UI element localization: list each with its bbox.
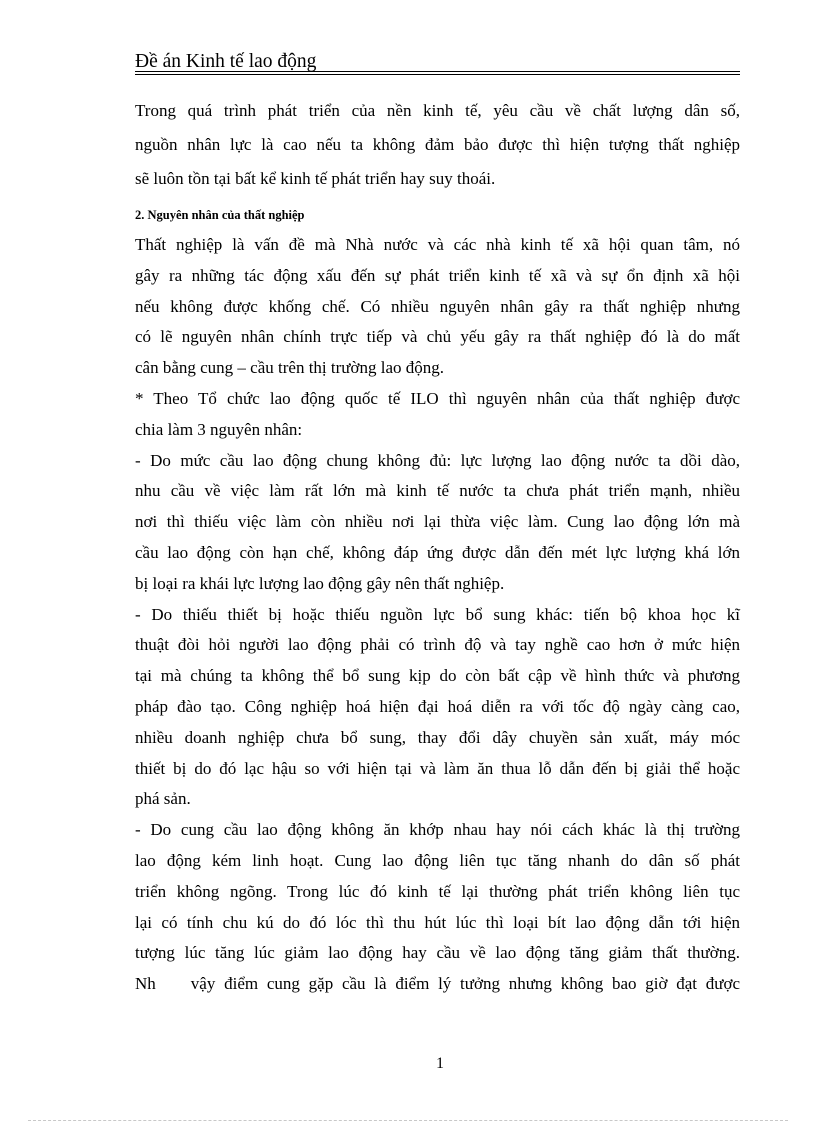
header-title: Đề án Kinh tế lao động (135, 51, 317, 72)
text-line: * Theo Tổ chức lao động quốc tế ILO thì nguyên nhân của thất nghiệp được (135, 388, 740, 408)
text-line: phá sản. (135, 789, 191, 809)
text-line: nhiều doanh nghiệp chưa bổ sung, thay đổi dây chuyền sản xuất, máy móc (135, 727, 740, 747)
header-rule-thin (135, 71, 740, 72)
text-line: pháp đào tạo. Công nghiệp hoá hiện đại hoá diễn ra với tốc độ ngày càng cao, (135, 696, 740, 716)
text-line: nguồn nhân lực là cao nếu ta không đảm bảo được thì hiện tượng thất nghiệp (135, 135, 740, 154)
text-line: nếu không được khống chế. Có nhiều nguyên nhân gây ra thất nghiệp nhưng (135, 296, 740, 316)
page-header (135, 50, 740, 74)
text-line: gây ra những tác động xấu đến sự phát triển kinh tế xã và sự ổn định xã hội (135, 265, 740, 285)
page-bottom-rule (28, 1120, 788, 1121)
text-line: triển không ngõng. Trong lúc đó kinh tế lại thường phát triển không liên tục (135, 881, 740, 901)
text-line: thiết bị do đó lạc hậu so với hiện tại và làm ăn thua lỗ dẫn đến bị giải thể hoặc (135, 758, 740, 778)
text-line: chia làm 3 nguyên nhân: (135, 419, 303, 439)
text-line: nhu cầu về việc làm rất lớn mà kinh tế nước ta chưa phát triển mạnh, nhiều (135, 481, 740, 501)
text-line: cân bằng cung – cầu trên thị trường lao động. (135, 358, 445, 378)
section-heading: 2. Nguyên nhân của thất nghiệp (135, 208, 305, 222)
text-line: - Do mức cầu lao động chung không đủ: lực lượng lao động nước ta dồi dào, (135, 450, 740, 470)
text-line: Thất nghiệp là vấn đề mà Nhà nước và các nhà kinh tế xã hội quan tâm, nó (135, 235, 740, 254)
intro-paragraph (135, 94, 740, 196)
text-line: có lẽ nguyên nhân chính trực tiếp và chủ yếu gây ra thất nghiệp đó là do mất (135, 327, 740, 347)
text-line: bị loại ra khái lực lượng lao động gây nên thất nghiệp. (135, 573, 505, 593)
text-line: Trong quá trình phát triển của nền kinh tế, yêu cầu về chất lượng dân số, (135, 101, 740, 120)
text-line: lao động kém linh hoạt. Cung lao động liên tục tăng nhanh do dân số phát (135, 850, 740, 870)
text-line: tại mà chúng ta không thể bổ sung kịp do còn bất cập về hình thức và phương (135, 666, 740, 686)
text-line: - Do cung cầu lao động không ăn khớp nhau hay nói cách khác là thị trường (135, 820, 740, 840)
text-line: lại có tính chu kú do đó lóc thì thu hút lúc thì loại bít lao động dẫn tới hiện (135, 912, 740, 932)
text-line: sẽ luôn tồn tại bất kể kinh tế phát triển hay suy thoái. (135, 169, 496, 188)
text-line: tượng lúc tăng lúc giảm lao động hay cầu về lao động tăng giảm thất thường. (135, 943, 740, 963)
text-line: thuật đòi hỏi người lao động phải có trình độ và tay nghề cao hơn ở mức hiện (135, 635, 740, 655)
text-line: - Do thiếu thiết bị hoặc thiếu nguồn lực bổ sung khác: tiến bộ khoa học kĩ (135, 604, 740, 624)
text-line: cầu lao động còn hạn chế, không đáp ứng được dẫn đến mét lực lượng khá lớn (135, 542, 740, 562)
text-line: nơi thì thiếu việc làm còn nhiều nơi lại thừa việc làm. Cung lao động lớn mà (135, 512, 740, 532)
header-rule-thick (135, 74, 740, 75)
section-body (135, 230, 740, 1000)
text-line: Nh vậy điểm cung gặp cầu là điểm lý tưởng nhưng không bao giờ đạt được (135, 974, 740, 994)
page-number: 1 (436, 1055, 444, 1072)
